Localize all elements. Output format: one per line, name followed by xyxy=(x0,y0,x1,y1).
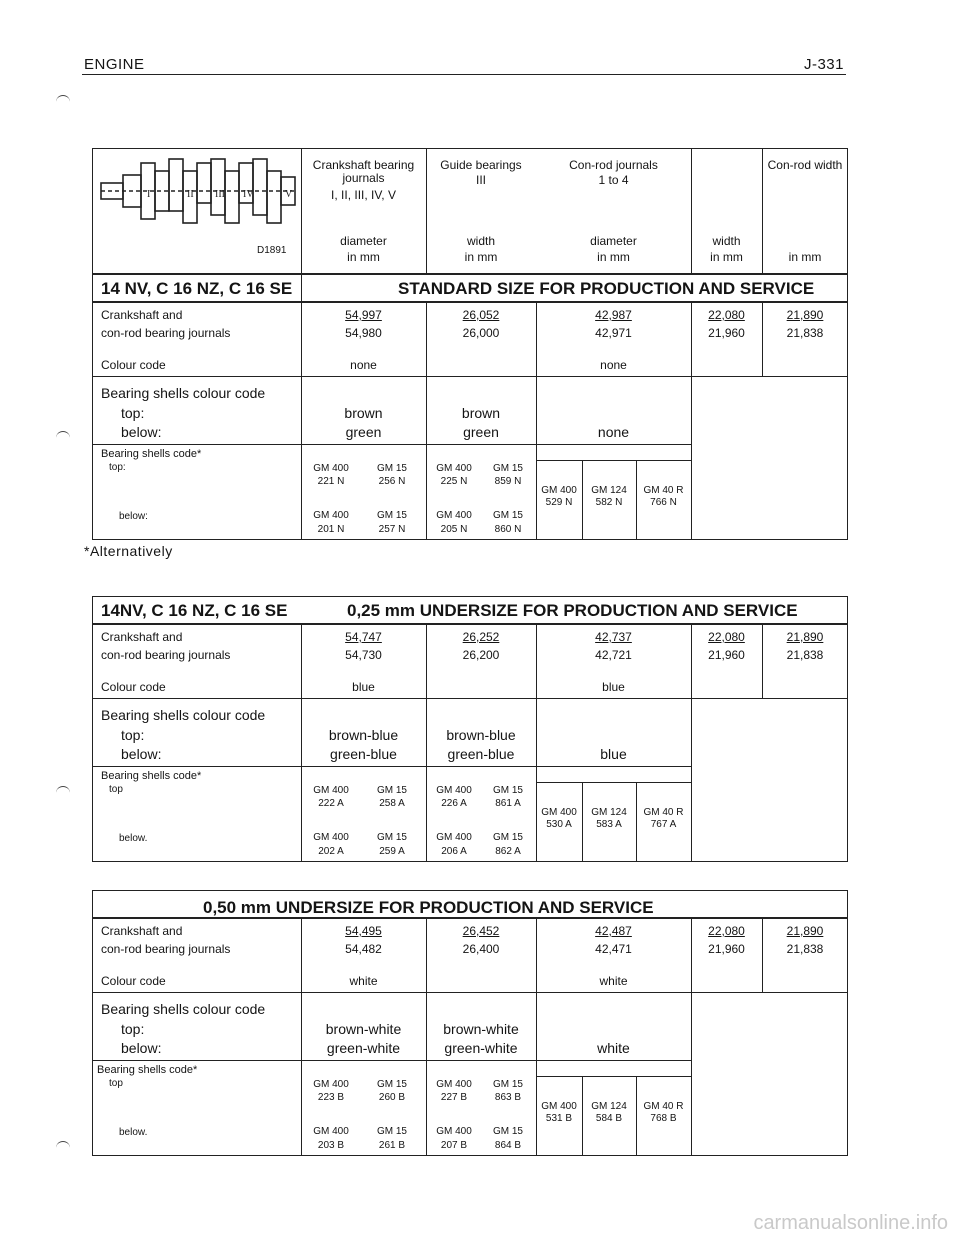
code-top-1b: 221 N xyxy=(317,476,345,487)
code-top-2b: 256 N xyxy=(378,476,406,487)
svg-text:V: V xyxy=(285,189,293,200)
code-below-1: GM 400 xyxy=(313,510,349,521)
svg-text:IV: IV xyxy=(243,189,254,200)
guide-max: 26,452 xyxy=(462,924,500,938)
col-conrod-diameter: diameter xyxy=(590,234,637,248)
col-guide-width: width xyxy=(466,234,495,248)
table-standard-size xyxy=(92,274,848,540)
code-below-1b: 203 B xyxy=(317,1140,345,1151)
label-code-below: below: xyxy=(119,511,148,522)
label-code-top: top: xyxy=(109,462,126,473)
shell-below-crank: green xyxy=(345,424,382,440)
label-colour-code: Colour code xyxy=(101,680,166,694)
crank-min: 54,730 xyxy=(345,648,382,662)
col-width-unit: in mm xyxy=(710,250,743,264)
guide-max: 26,052 xyxy=(462,308,500,322)
col-guide-unit: in mm xyxy=(464,250,498,264)
code-conrod-3: GM 40 R xyxy=(643,807,684,818)
code-conrod-3b: 767 A xyxy=(650,819,677,830)
svg-text:III: III xyxy=(215,189,225,200)
col-crank-unit: in mm xyxy=(347,250,380,264)
label-shells-code: Bearing shells code* xyxy=(101,770,202,782)
colour-crank: none xyxy=(350,358,377,372)
code-conrod-1: GM 400 xyxy=(541,1101,577,1112)
label-shells-code: Bearing shells code* xyxy=(97,1064,198,1076)
label-top: top: xyxy=(121,1021,145,1037)
code-conrod-2: GM 124 xyxy=(591,807,627,818)
code-below-4: GM 15 xyxy=(492,510,523,521)
label-shells-colour: Bearing shells colour code xyxy=(101,707,266,723)
col-crank-roman: I, II, III, IV, V xyxy=(331,188,396,202)
width-max: 22,080 xyxy=(708,308,745,322)
code-conrod-1: GM 400 xyxy=(541,485,577,496)
colour-conrod: white xyxy=(599,974,628,988)
label-journals-1: Crankshaft and xyxy=(101,630,183,644)
code-top-1b: 222 A xyxy=(318,798,344,809)
table-title: 0,50 mm UNDERSIZE FOR PRODUCTION AND SERVICE xyxy=(203,898,654,917)
rod-width-max: 21,890 xyxy=(786,630,824,644)
conrod-max: 42,487 xyxy=(595,924,632,938)
table-engines: 14 NV, C 16 NZ, C 16 SE xyxy=(101,279,293,298)
shell-top-crank: brown-blue xyxy=(328,727,399,743)
code-below-4b: 860 N xyxy=(494,524,522,535)
code-top-1: GM 400 xyxy=(313,1079,349,1090)
code-below-2b: 257 N xyxy=(378,524,406,535)
code-conrod-2b: 584 B xyxy=(595,1113,623,1124)
guide-max: 26,252 xyxy=(462,630,500,644)
code-below-4b: 862 A xyxy=(495,846,521,857)
conrod-min: 42,471 xyxy=(595,942,632,956)
shell-below-crank: green-blue xyxy=(330,746,397,762)
shell-top-guide: brown-white xyxy=(443,1021,519,1037)
shell-below-guide: green-blue xyxy=(447,746,515,762)
label-journals-1: Crankshaft and xyxy=(101,308,183,322)
code-top-4b: 863 B xyxy=(494,1092,522,1103)
footnote-alternatively: *Alternatively xyxy=(84,543,173,559)
punch-hole-mark xyxy=(56,1141,70,1152)
col-crank-journals: Crankshaft bearing journals xyxy=(312,158,415,186)
col-conrod-unit: in mm xyxy=(597,250,630,264)
svg-text:I: I xyxy=(147,189,151,200)
code-conrod-3: GM 40 R xyxy=(643,1101,684,1112)
col-conrod-range: 1 to 4 xyxy=(598,173,629,187)
crank-min: 54,482 xyxy=(345,942,382,956)
label-below: below: xyxy=(121,1040,162,1056)
code-top-2: GM 15 xyxy=(376,1079,407,1090)
label-colour-code: Colour code xyxy=(101,974,166,988)
label-shells-code: Bearing shells code* xyxy=(101,448,202,460)
code-below-2: GM 15 xyxy=(376,1126,407,1137)
table-engines: 14NV, C 16 NZ, C 16 SE xyxy=(101,601,288,620)
label-code-top: top xyxy=(109,784,123,795)
label-shells-colour: Bearing shells colour code xyxy=(101,1001,266,1017)
shell-conrod: none xyxy=(597,424,630,440)
label-top: top: xyxy=(121,405,145,421)
code-below-1b: 201 N xyxy=(317,524,345,535)
page-number: J-331 xyxy=(803,56,844,73)
width-min: 21,960 xyxy=(708,326,745,340)
code-top-3b: 226 A xyxy=(441,798,467,809)
svg-text:II: II xyxy=(187,189,194,200)
col-guide-bearings: Guide bearings xyxy=(440,158,522,172)
code-below-2: GM 15 xyxy=(376,510,407,521)
code-below-4: GM 15 xyxy=(492,1126,523,1137)
width-min: 21,960 xyxy=(708,648,745,662)
conrod-min: 42,971 xyxy=(595,326,632,340)
punch-hole-mark xyxy=(56,786,70,797)
code-below-3: GM 400 xyxy=(436,832,472,843)
shell-conrod: blue xyxy=(600,746,627,762)
crank-max: 54,495 xyxy=(345,924,382,938)
code-conrod-1b: 529 N xyxy=(545,497,573,508)
code-conrod-1b: 530 A xyxy=(546,819,572,830)
conrod-max: 42,987 xyxy=(595,308,632,322)
code-below-3: GM 400 xyxy=(436,510,472,521)
rod-width-min: 21,838 xyxy=(786,942,824,956)
crank-max: 54,747 xyxy=(345,630,382,644)
crankshaft-diagram xyxy=(99,153,299,231)
code-below-2b: 259 A xyxy=(379,846,405,857)
col-conrod-journals: Con-rod journals xyxy=(569,158,658,172)
colour-crank: blue xyxy=(352,680,375,694)
code-conrod-1b: 531 B xyxy=(545,1113,573,1124)
code-conrod-2: GM 124 xyxy=(591,485,627,496)
punch-hole-mark xyxy=(56,431,70,442)
shell-top-guide: brown xyxy=(461,405,501,421)
code-conrod-2b: 583 A xyxy=(596,819,622,830)
figure-code: D1891 xyxy=(257,245,287,256)
code-top-4b: 859 N xyxy=(494,476,522,487)
code-top-3: GM 400 xyxy=(436,463,472,474)
table-undersize-050 xyxy=(92,890,848,1156)
shell-below-crank: green-white xyxy=(326,1040,401,1056)
shell-conrod: white xyxy=(597,1040,630,1056)
table-undersize-025 xyxy=(92,596,848,862)
code-top-3b: 227 B xyxy=(440,1092,468,1103)
shell-below-guide: green-white xyxy=(444,1040,518,1056)
code-top-4: GM 15 xyxy=(492,785,523,796)
label-top: top: xyxy=(121,727,145,743)
colour-conrod: blue xyxy=(602,680,625,694)
guide-min: 26,400 xyxy=(462,942,500,956)
col-crank-diameter: diameter xyxy=(340,234,387,248)
col-guide-roman: III xyxy=(475,173,486,187)
label-code-below: below. xyxy=(119,833,148,844)
code-top-4: GM 15 xyxy=(492,463,523,474)
label-colour-code: Colour code xyxy=(101,358,166,372)
label-journals-2: con-rod bearing journals xyxy=(101,326,231,340)
guide-min: 26,000 xyxy=(462,326,500,340)
table-title: STANDARD SIZE FOR PRODUCTION AND SERVICE xyxy=(398,279,815,298)
code-conrod-2: GM 124 xyxy=(591,1101,627,1112)
code-below-2b: 261 B xyxy=(378,1140,406,1151)
punch-hole-mark xyxy=(56,95,70,106)
code-conrod-3: GM 40 R xyxy=(643,485,684,496)
code-below-4b: 864 B xyxy=(494,1140,522,1151)
code-top-3b: 225 N xyxy=(440,476,468,487)
code-conrod-1: GM 400 xyxy=(541,807,577,818)
code-top-3: GM 400 xyxy=(436,1079,472,1090)
colour-crank: white xyxy=(349,974,378,988)
code-below-3: GM 400 xyxy=(436,1126,472,1137)
rod-width-min: 21,838 xyxy=(786,648,824,662)
watermark-text: carmanualsonline.info xyxy=(753,1212,948,1234)
label-below: below: xyxy=(121,424,162,440)
code-top-2: GM 15 xyxy=(376,463,407,474)
code-below-3b: 205 N xyxy=(440,524,468,535)
code-conrod-3b: 768 B xyxy=(650,1113,677,1124)
code-top-2: GM 15 xyxy=(376,785,407,796)
code-below-1: GM 400 xyxy=(313,832,349,843)
label-journals-1: Crankshaft and xyxy=(101,924,183,938)
label-code-top: top xyxy=(109,1078,123,1089)
crank-min: 54,980 xyxy=(345,326,382,340)
code-top-2b: 260 B xyxy=(378,1092,406,1103)
label-journals-2: con-rod bearing journals xyxy=(101,942,231,956)
col-width: width xyxy=(712,234,741,248)
code-top-4b: 861 A xyxy=(495,798,521,809)
code-below-4: GM 15 xyxy=(492,832,523,843)
code-top-4: GM 15 xyxy=(492,1079,523,1090)
shell-top-crank: brown xyxy=(344,405,383,421)
width-min: 21,960 xyxy=(708,942,745,956)
crank-max: 54,997 xyxy=(345,308,382,322)
label-shells-colour: Bearing shells colour code xyxy=(101,385,266,401)
code-below-3b: 206 A xyxy=(441,846,467,857)
code-top-3: GM 400 xyxy=(436,785,472,796)
rod-width-max: 21,890 xyxy=(786,924,824,938)
shell-top-crank: brown-white xyxy=(325,1021,402,1037)
code-conrod-3b: 766 N xyxy=(650,497,677,508)
rod-width-min: 21,838 xyxy=(786,326,824,340)
rod-width-max: 21,890 xyxy=(786,308,824,322)
column-header-box xyxy=(92,148,848,274)
code-below-2: GM 15 xyxy=(376,832,407,843)
col-conrod-width: Con-rod width xyxy=(767,158,843,172)
col-conrod-width-unit: in mm xyxy=(788,250,822,264)
width-max: 22,080 xyxy=(708,924,745,938)
code-below-3b: 207 B xyxy=(440,1140,468,1151)
width-max: 22,080 xyxy=(708,630,745,644)
table-title: 0,25 mm UNDERSIZE FOR PRODUCTION AND SERVICE xyxy=(347,601,798,620)
code-top-1: GM 400 xyxy=(313,463,349,474)
code-top-2b: 258 A xyxy=(379,798,405,809)
code-conrod-2b: 582 N xyxy=(595,497,623,508)
label-journals-2: con-rod bearing journals xyxy=(101,648,231,662)
code-top-1b: 223 B xyxy=(317,1092,345,1103)
code-below-1: GM 400 xyxy=(313,1126,349,1137)
header-rule xyxy=(82,74,846,75)
shell-top-guide: brown-blue xyxy=(446,727,516,743)
conrod-max: 42,737 xyxy=(595,630,632,644)
code-below-1b: 202 A xyxy=(318,846,344,857)
label-below: below: xyxy=(121,746,162,762)
label-code-below: below. xyxy=(119,1127,148,1138)
page-section-title: ENGINE xyxy=(84,56,145,73)
shell-below-guide: green xyxy=(463,424,499,440)
guide-min: 26,200 xyxy=(462,648,500,662)
colour-conrod: none xyxy=(600,358,627,372)
conrod-min: 42,721 xyxy=(595,648,632,662)
code-top-1: GM 400 xyxy=(313,785,349,796)
